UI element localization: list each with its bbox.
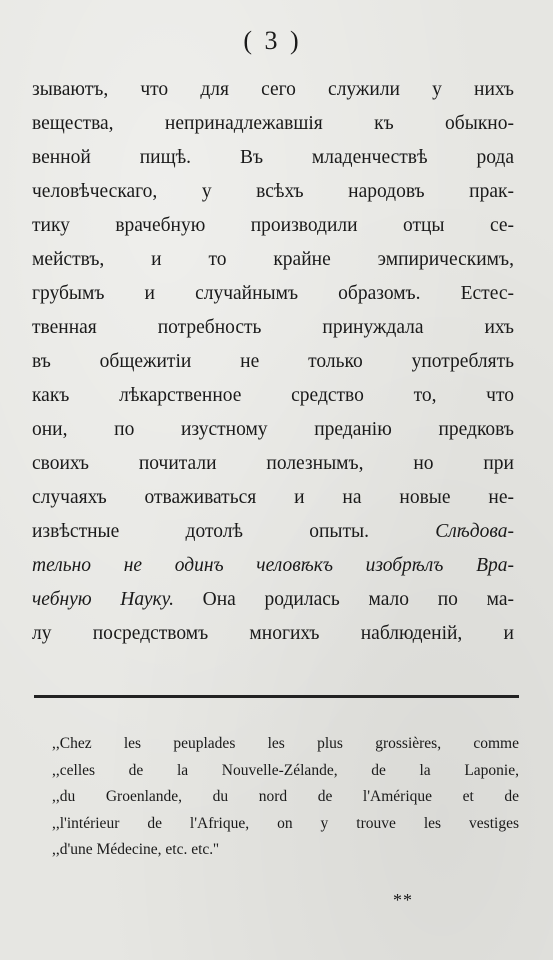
footnote-line: ,,celles de la Nouvelle-Zélande, de la Laponie, bbox=[52, 761, 519, 779]
text-run: мействъ, и то крайне эмпирическимъ, bbox=[32, 249, 514, 270]
text-line bbox=[32, 379, 514, 413]
text-line bbox=[32, 141, 514, 175]
text-run: Она родилась мало по ма- bbox=[173, 589, 514, 610]
text-run: въ общежитіи не только употреблять bbox=[32, 351, 514, 372]
italic-run: тельно не одинъ человѣкъ изобрѣлъ Вра- bbox=[32, 555, 514, 576]
text-run: лу посредствомъ многихъ наблюденій, и bbox=[32, 623, 514, 644]
page-number: ( 3 ) bbox=[243, 26, 302, 55]
italic-run: чебную Науку. bbox=[32, 589, 174, 610]
text-run: своихъ почитали полезнымъ, но при bbox=[32, 453, 514, 474]
text-run: вещества, непринадлежавшія къ обыкно- bbox=[32, 113, 514, 134]
text-run: извѣстные дотолѣ опыты. bbox=[32, 521, 436, 542]
footnote-line: ,,d'une Médecine, etc. etc.'' bbox=[52, 841, 219, 858]
text-line bbox=[32, 583, 514, 617]
footnote-line: ,,Chez les peuplades les plus grossières, comme bbox=[52, 735, 519, 752]
footnote-separator-rule bbox=[34, 695, 519, 698]
text-run: твенная потребность принуждала ихъ bbox=[32, 317, 514, 338]
text-line bbox=[32, 277, 514, 311]
text-line bbox=[32, 413, 514, 447]
text-run: грубымъ и случайнымъ образомъ. Естес- bbox=[32, 283, 514, 304]
signature-mark: ** bbox=[393, 890, 413, 910]
text-line bbox=[32, 549, 514, 583]
text-line bbox=[32, 311, 514, 345]
main-text-body bbox=[32, 73, 514, 651]
text-run: зываютъ, что для сего служили у нихъ bbox=[32, 79, 514, 100]
text-run: человѣческаго, у всѣхъ народовъ прак- bbox=[32, 181, 514, 202]
text-run: какъ лѣкарственное средство то, что bbox=[32, 385, 514, 406]
text-run: они, по изустному преданію предковъ bbox=[32, 419, 514, 440]
text-line bbox=[32, 481, 514, 515]
text-run: случаяхъ отваживаться и на новые не- bbox=[32, 487, 514, 508]
text-line bbox=[32, 515, 514, 549]
text-line bbox=[32, 243, 514, 277]
footnote-line: ,,du Groenlande, du nord de l'Amérique et de bbox=[52, 788, 519, 805]
italic-run: Слѣдова- bbox=[435, 521, 514, 542]
text-line bbox=[32, 175, 514, 209]
text-line bbox=[32, 107, 514, 141]
text-run: тику врачебную производили отцы се- bbox=[32, 215, 514, 236]
text-line bbox=[32, 345, 514, 379]
footnote bbox=[52, 731, 519, 864]
text-line bbox=[32, 209, 514, 243]
text-line bbox=[32, 73, 514, 107]
text-line bbox=[32, 617, 514, 651]
text-line bbox=[32, 447, 514, 481]
footnote-line: ,,l'intérieur de l'Afrique, on y trouve les vestiges bbox=[52, 814, 519, 832]
text-run: венной пищѣ. Въ младенчествѣ рода bbox=[32, 147, 514, 168]
